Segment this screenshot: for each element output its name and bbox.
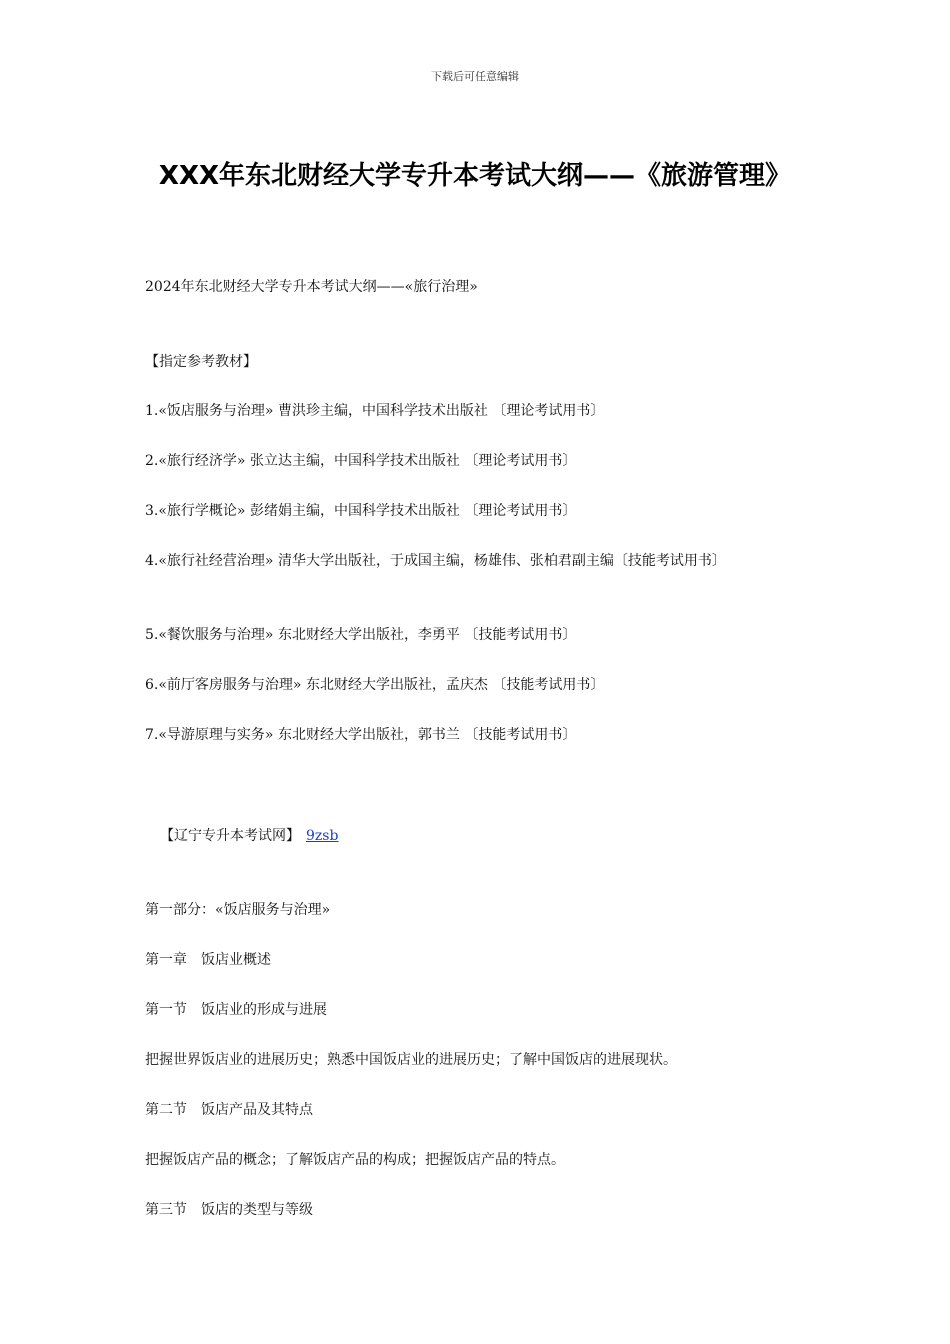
textbook-item: 4.«旅行社经营治理» 清华大学出版社，于成国主编，杨雄伟、张柏君副主编〔技能考试用书〕 bbox=[145, 553, 726, 569]
textbook-item: 5.«餐饮服务与治理» 东北财经大学出版社，李勇平 〔技能考试用书〕 bbox=[145, 627, 577, 643]
section-heading: 第一节 饭店业的形成与进展 bbox=[145, 1002, 327, 1018]
header-note: 下载后可任意编辑 bbox=[431, 70, 519, 83]
section-heading: 第三节 饭店的类型与等级 bbox=[145, 1202, 313, 1218]
section-text: 把握世界饭店业的进展历史；熟悉中国饭店业的进展历史；了解中国饭店的进展现状。 bbox=[145, 1052, 677, 1068]
part-heading: 第一部分：«饭店服务与治理» bbox=[145, 902, 331, 918]
section-heading: 第二节 饭店产品及其特点 bbox=[145, 1102, 313, 1118]
document-subtitle: 2024年东北财经大学专升本考试大纲——«旅行治理» bbox=[145, 279, 478, 295]
textbook-item: 7.«导游原理与实务» 东北财经大学出版社，郭书兰 〔技能考试用书〕 bbox=[145, 727, 577, 743]
textbooks-heading: 【指定参考教材】 bbox=[145, 354, 257, 370]
section-text: 把握饭店产品的概念；了解饭店产品的构成；把握饭店产品的特点。 bbox=[145, 1152, 565, 1168]
document-title: XXX年东北财经大学专升本考试大纲——《旅游管理》 bbox=[158, 161, 792, 191]
textbook-item: 2.«旅行经济学» 张立达主编，中国科学技术出版社 〔理论考试用书〕 bbox=[145, 453, 577, 469]
textbook-item: 3.«旅行学概论» 彭绪娟主编，中国科学技术出版社 〔理论考试用书〕 bbox=[145, 503, 577, 519]
chapter-heading: 第一章 饭店业概述 bbox=[145, 952, 271, 968]
textbook-item: 1.«饭店服务与治理» 曹洪珍主编，中国科学技术出版社 〔理论考试用书〕 bbox=[145, 403, 605, 419]
website-line bbox=[160, 824, 825, 848]
website-label: 【辽宁专升本考试网】 bbox=[160, 828, 300, 844]
website-link[interactable]: 9zsb bbox=[306, 828, 339, 844]
textbook-item: 6.«前厅客房服务与治理» 东北财经大学出版社，孟庆杰 〔技能考试用书〕 bbox=[145, 677, 605, 693]
